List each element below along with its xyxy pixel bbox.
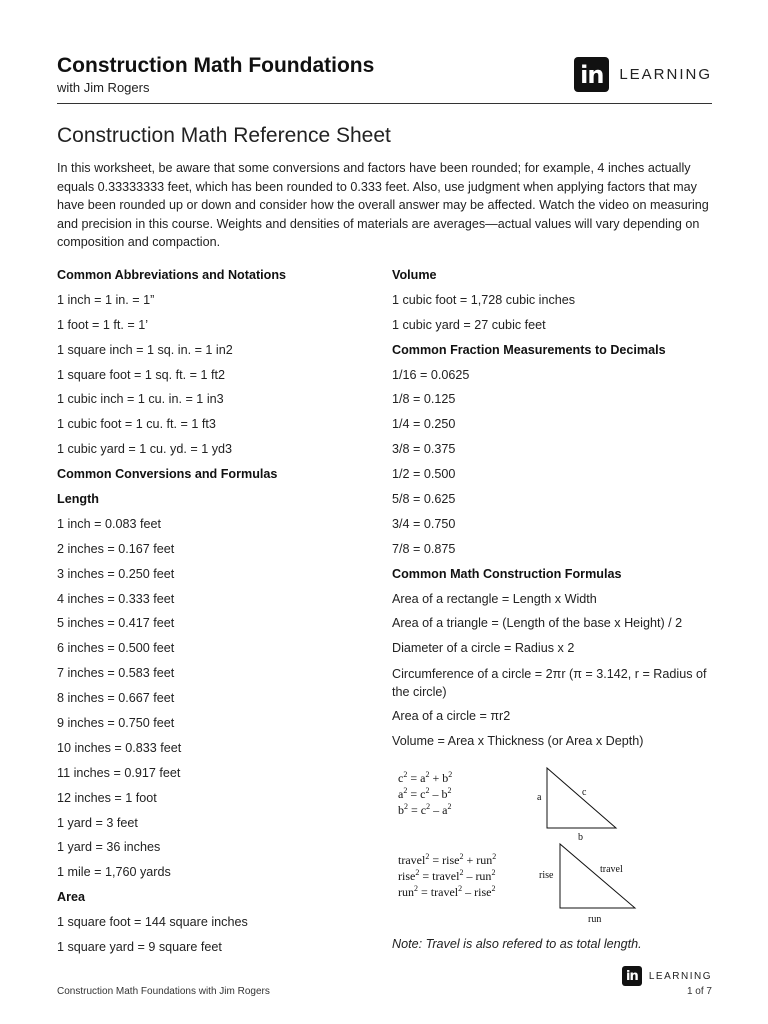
- area-heading: Area: [57, 890, 86, 905]
- area-item: 1 square foot = 144 square inches: [57, 915, 248, 930]
- length-item: 1 yard = 3 feet: [57, 815, 138, 830]
- conversions-heading: Common Conversions and Formulas: [57, 467, 278, 482]
- formula-volume: Volume = Area x Thickness (or Area x Depth): [392, 734, 644, 749]
- label-travel: travel: [600, 864, 623, 876]
- footer-course-text: Construction Math Foundations with Jim Rogers: [57, 986, 270, 997]
- abbreviation-item: 1 cubic foot = 1 cu. ft. = 1 ft3: [57, 417, 216, 432]
- linkedin-logo-icon: in: [574, 57, 609, 92]
- volume-heading: Volume: [392, 268, 437, 282]
- fractions-heading: Common Fraction Measurements to Decimals: [392, 342, 666, 357]
- abbreviation-item: 1 square foot = 1 sq. ft. = 1 ft2: [57, 367, 226, 382]
- page-number: 1 of 7: [686, 986, 712, 997]
- length-item: 7 inches = 0.583 feet: [57, 666, 175, 681]
- volume-list: [392, 288, 718, 338]
- length-list: [57, 512, 377, 885]
- logo-text: LEARNING: [619, 66, 712, 83]
- course-title: Construction Math Foundations: [57, 54, 375, 77]
- label-rise: rise: [539, 870, 554, 882]
- fraction-item: 3/4 = 0.750: [392, 516, 456, 531]
- abbreviation-item: 1 cubic inch = 1 cu. in. = 1 in3: [57, 392, 224, 407]
- length-item: 9 inches = 0.750 feet: [57, 716, 175, 731]
- fraction-item: 7/8 = 0.875: [392, 541, 456, 556]
- travel-eq1: travel$^2$ = rise$^2$ + run$^2$: [398, 852, 497, 868]
- abbreviation-item: 1 cubic yard = 1 cu. yd. = 1 yd3: [57, 442, 233, 457]
- length-item: 5 inches = 0.417 feet: [57, 616, 175, 631]
- fraction-item: 5/8 = 0.625: [392, 492, 456, 507]
- length-item: 12 inches = 1 foot: [57, 790, 157, 805]
- length-item: 1 yard = 36 inches: [57, 840, 161, 855]
- volume-item: 1 cubic foot = 1,728 cubic inches: [392, 292, 576, 307]
- length-item: 3 inches = 0.250 feet: [57, 566, 175, 581]
- formulas-heading: Common Math Construction Formulas: [392, 566, 622, 581]
- area-list: [57, 910, 377, 960]
- page-header: [57, 54, 712, 104]
- travel-eq3: run$^2$ = travel$^2$ – rise$^2$: [398, 884, 496, 900]
- area-item: 1 square yard = 9 square feet: [57, 940, 222, 955]
- formula-circle-area: Area of a circle = πr2: [392, 709, 511, 724]
- pythag-eq1: $c^2 = a^2 + b^2$: [398, 770, 453, 786]
- abbreviations-list: [57, 288, 377, 462]
- length-item: 10 inches = 0.833 feet: [57, 740, 182, 755]
- label-b: b: [578, 832, 583, 844]
- pythagorean-diagram: [392, 766, 632, 844]
- document-title: Construction Math Reference Sheet: [57, 124, 391, 147]
- pythag-eq3: $b^2 = c^2 - a^2$: [398, 802, 452, 818]
- abbreviations-heading: Common Abbreviations and Notations: [57, 268, 287, 282]
- formula-rectangle: Area of a rectangle = Length x Width: [392, 591, 597, 606]
- pythag-eq2: $a^2 = c^2 - b^2$: [398, 786, 452, 802]
- rise-run-triangle: [560, 844, 635, 908]
- intro-paragraph: In this worksheet, be aware that some conversions and factors have been rounded; for example, 4 inches actually equals 0.33333333 feet, which has been rounded to 0.333 feet. Also, use judgment when applying factors that may have been rounded up or down and consider how the overall answer may be affected. Watch the video on measuring and precision in this course. Weights and densities of materials are averages—actual values will vary depending on composition and compaction.: [57, 161, 709, 249]
- footer-logo-text: LEARNING: [648, 970, 712, 982]
- length-item: 4 inches = 0.333 feet: [57, 591, 175, 606]
- length-item: 1 inch = 0.083 feet: [57, 516, 161, 531]
- length-item: 6 inches = 0.500 feet: [57, 641, 175, 656]
- fraction-item: 1/16 = 0.0625: [392, 367, 470, 382]
- length-heading: Length: [57, 492, 99, 507]
- left-column: [57, 263, 377, 960]
- fraction-item: 1/2 = 0.500: [392, 467, 456, 482]
- length-item: 1 mile = 1,760 yards: [57, 865, 171, 880]
- fraction-item: 1/8 = 0.125: [392, 392, 456, 407]
- right-column: [392, 263, 718, 954]
- travel-eq2: rise$^2$ = travel$^2$ – run$^2$: [398, 868, 496, 884]
- fraction-item: 1/4 = 0.250: [392, 417, 456, 432]
- formula-triangle: Area of a triangle = (Length of the base x Height) / 2: [392, 616, 683, 631]
- fractions-list: [392, 363, 718, 562]
- formula-circumference: Circumference of a circle = 2πr (π = 3.142, r = Radius of the circle): [392, 667, 707, 700]
- abbreviation-item: 1 foot = 1 ft. = 1’: [57, 317, 149, 332]
- right-triangle: [547, 768, 616, 828]
- header-divider: [57, 103, 712, 104]
- abbreviation-item: 1 square inch = 1 sq. in. = 1 in2: [57, 342, 233, 357]
- length-item: 2 inches = 0.167 feet: [57, 541, 175, 556]
- label-run: run: [588, 914, 602, 926]
- formula-diameter: Diameter of a circle = Radius x 2: [392, 641, 575, 656]
- volume-item: 1 cubic yard = 27 cubic feet: [392, 317, 546, 332]
- travel-note: Note: Travel is also refered to as total length.: [392, 937, 642, 952]
- label-c: c: [582, 787, 587, 799]
- footer-linkedin-icon: in: [622, 966, 642, 986]
- abbreviation-item: 1 inch = 1 in. = 1”: [57, 292, 155, 307]
- fraction-item: 3/8 = 0.375: [392, 442, 456, 457]
- instructor-name: with Jim Rogers: [57, 80, 150, 95]
- length-item: 8 inches = 0.667 feet: [57, 691, 175, 706]
- length-item: 11 inches = 0.917 feet: [57, 765, 181, 780]
- linkedin-learning-logo: [574, 57, 712, 92]
- travel-rise-run-diagram: [392, 840, 652, 926]
- footer-logo: [622, 966, 712, 986]
- label-a: a: [537, 792, 542, 804]
